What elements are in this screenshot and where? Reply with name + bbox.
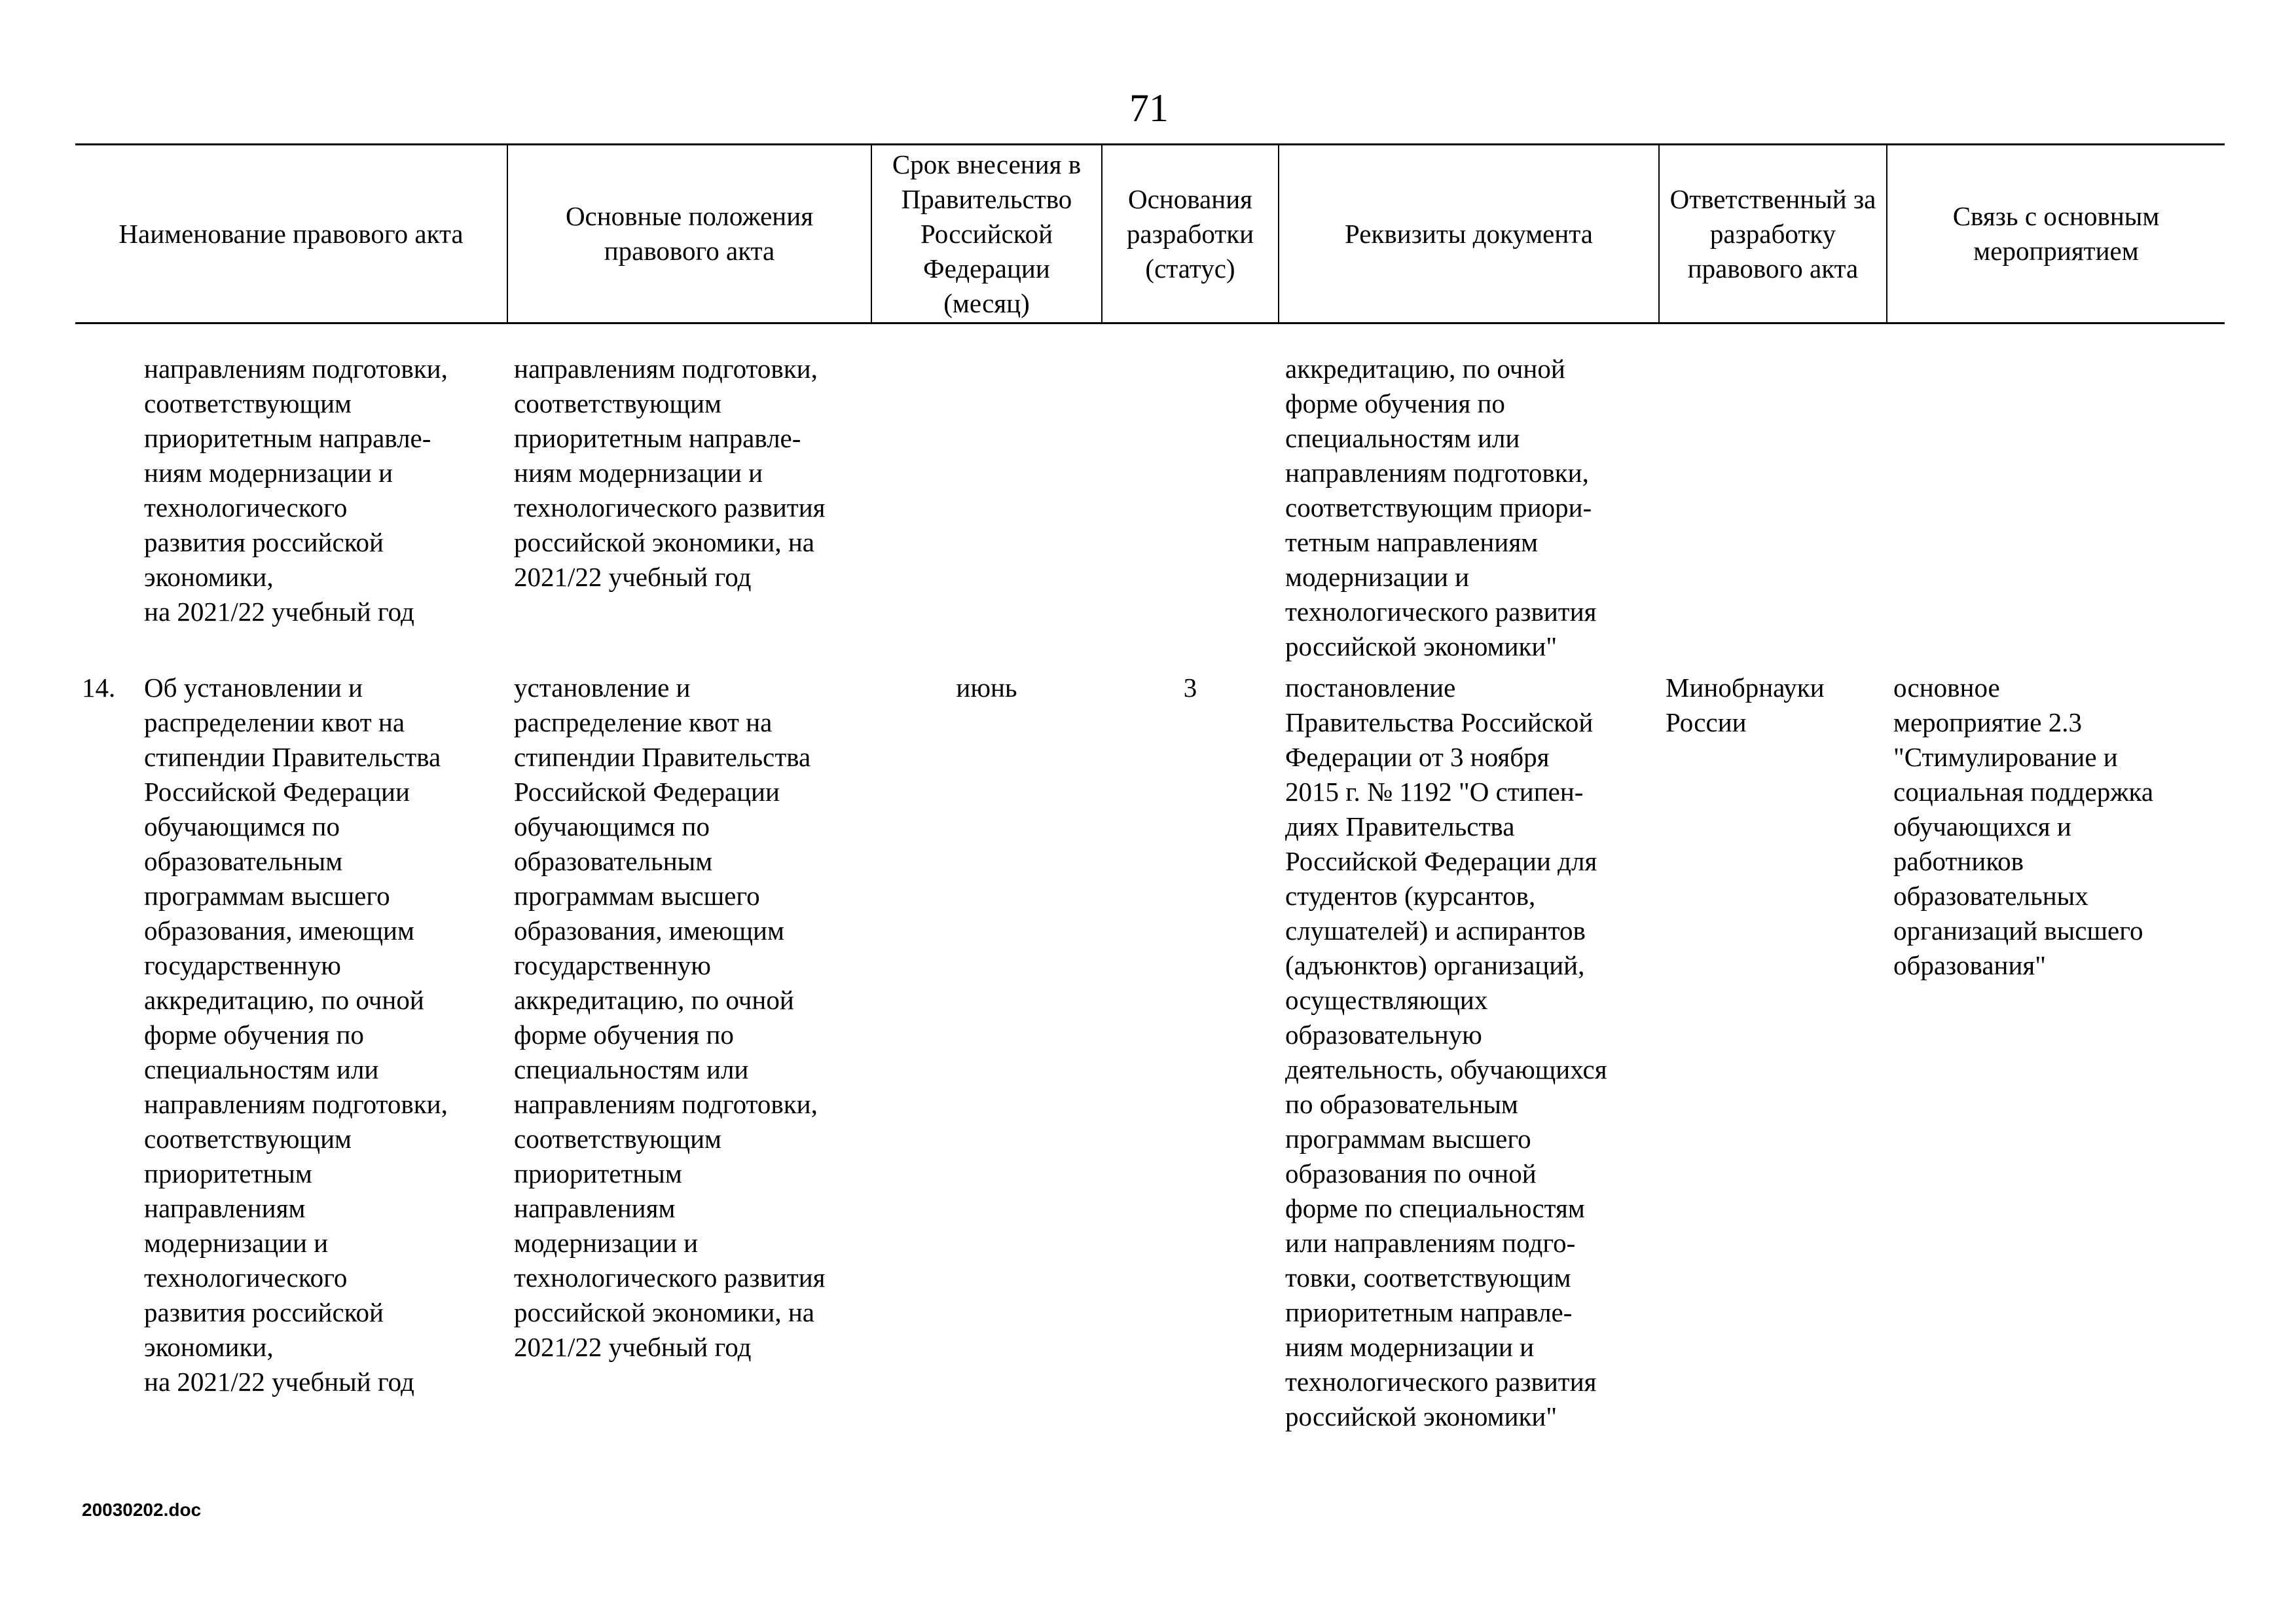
table-row — [75, 323, 2225, 665]
file-name-footer: 20030202.doc — [82, 1500, 202, 1520]
header-act-name: Наименование правового акта — [75, 145, 507, 323]
basis-cell: 3 — [1183, 673, 1197, 703]
row-number — [82, 352, 144, 629]
responsible-cell — [1659, 323, 1887, 665]
header-basis: Основания разработки (статус) — [1102, 145, 1279, 323]
act-name: направлениям подготовки, соответствующим приоритетным направле- ниям модернизации и технологического развития российской экономики, на 2021/22 учебный год — [144, 354, 448, 627]
provisions-cell: установление и распределение квот на стипендии Правительства Российской Федерации обучающимся по образовательным программам высшего образования, имеющим государственную аккредитацию, по очной форме обучения по специальностям или направлениям подготовки, соответствующим приоритетным направлениям модернизации и технологического развития российской экономики, на 2021/22 учебный год — [514, 673, 826, 1362]
header-responsible: Ответственный за разработку правового акта — [1659, 145, 1887, 323]
header-provisions: Основные положения правового акта — [507, 145, 871, 323]
link-cell: основное мероприятие 2.3 "Стимулирование и социальная поддержка обучающихся и работников образовательных организаций высшего образования" — [1893, 673, 2154, 980]
act-name: Об установлении и распределении квот на стипендии Правительства Российской Федерации обучающимся по образовательным программам высшего образования, имеющим государственную аккредитацию, по очной форме обучения по специальностям или направлениям подготовки, соответствующим приоритетным направлениям модернизации и технологического развития российской экономики, на 2021/22 учебный год — [144, 673, 448, 1397]
requisites-cell: аккредитацию, по очной форме обучения по специальностям или направлениям подготовки, соответствующим приори- тетным направлениям модернизации и технологического развития российской экономики" — [1285, 354, 1597, 661]
act-name-cell — [75, 664, 507, 1434]
link-cell — [1887, 323, 2225, 665]
table-header-row — [75, 145, 2225, 323]
table-row — [75, 664, 2225, 1434]
row-number: 14. — [82, 673, 116, 703]
basis-cell — [1102, 323, 1279, 665]
act-name-cell — [75, 323, 507, 665]
requisites-cell: постановление Правительства Российской Федерации от 3 ноября 2015 г. № 1192 "О стипен- диях Правительства Российской Федерации для студентов (курсантов, слушателей) и аспирантов (адъюнктов) организаций, осуществляющих образовательную деятельность, обучающихся по образовательным программам высшего образования по очной форме по специальностям или направлениям подго- товки, соответствующим приоритетным направле- ниям модернизации и технологического развития российской экономики" — [1285, 673, 1607, 1431]
responsible-cell: Минобрнауки России — [1666, 673, 1825, 737]
legal-acts-table — [75, 143, 2225, 1434]
provisions-cell: направлениям подготовки, соответствующим приоритетным направле- ниям модернизации и технологического развития российской экономики, на 2021/22 учебный год — [514, 354, 826, 592]
header-deadline: Срок внесения в Правительство Российской Федерации (месяц) — [871, 145, 1102, 323]
header-requisites: Реквизиты документа — [1279, 145, 1659, 323]
header-link: Связь с основным мероприятием — [1887, 145, 2225, 323]
page-number: 71 — [1129, 86, 1169, 130]
deadline-cell: июнь — [956, 673, 1017, 703]
deadline-cell — [871, 323, 1102, 665]
